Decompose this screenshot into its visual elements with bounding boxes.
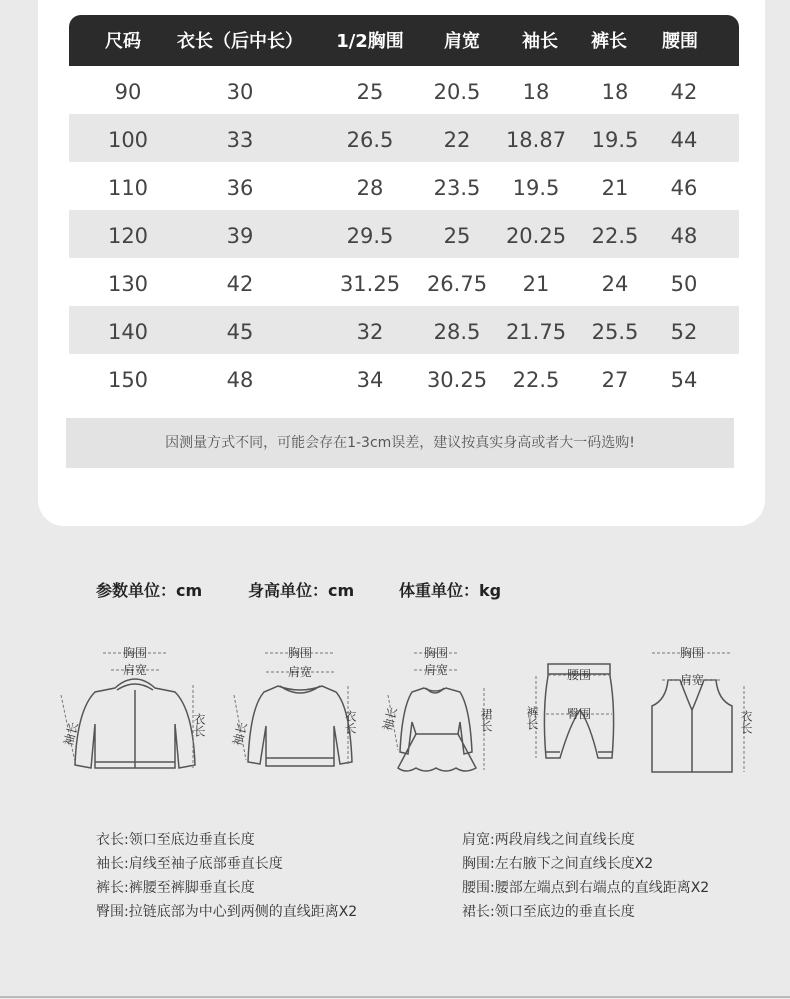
- sweater-shoulder-label: 肩宽: [287, 665, 313, 679]
- table-cell: 18.87: [505, 128, 567, 152]
- table-cell: 25: [356, 80, 384, 104]
- header-shoulder: 肩宽: [444, 31, 480, 52]
- table-cell: 33: [226, 128, 254, 152]
- table-cell: 31.25: [339, 272, 401, 296]
- table-cell: 45: [226, 320, 254, 344]
- table-cell: 21: [601, 176, 629, 200]
- definition-item: 胸围:左右腋下之间直线长度X2: [462, 856, 654, 872]
- header-length: 衣长（后中长）: [177, 31, 303, 52]
- table-cell: 42: [670, 80, 698, 104]
- vest-length-label: 衣长: [739, 710, 753, 734]
- table-cell: 130: [107, 272, 149, 296]
- table-cell: 29.5: [346, 224, 394, 248]
- table-header: [69, 15, 739, 66]
- definition-item: 衣长:领口至底边垂直长度: [96, 832, 255, 848]
- table-cell: 26.75: [426, 272, 488, 296]
- table-cell: 30: [226, 80, 254, 104]
- jacket-shoulder-label: 肩宽: [122, 663, 148, 677]
- definition-item: 肩宽:两段肩线之间直线长度: [462, 832, 635, 848]
- header-size: 尺码: [105, 31, 141, 52]
- jacket-chest-label: 胸围: [122, 646, 148, 660]
- table-cell: 18: [601, 80, 629, 104]
- pants-length-label: 裤长: [525, 706, 539, 730]
- table-cell: 18: [522, 80, 550, 104]
- jacket-icon: [55, 640, 215, 780]
- definitions-right: [462, 828, 709, 924]
- table-cell: 140: [107, 320, 149, 344]
- dress-shoulder-label: 肩宽: [423, 663, 449, 677]
- table-cell: 21.75: [505, 320, 567, 344]
- dress-icon: [380, 640, 510, 780]
- table-cell: 39: [226, 224, 254, 248]
- definition-item: 腰围:腰部左端点到右端点的直线距离X2: [462, 880, 710, 896]
- table-cell: 48: [226, 368, 254, 392]
- table-cell: 25.5: [591, 320, 639, 344]
- pants-icon: [520, 640, 630, 780]
- jacket-length-label: 衣长: [192, 713, 206, 737]
- height-unit: 身高单位：cm: [248, 581, 355, 600]
- bottom-divider: [0, 996, 790, 998]
- pants-diagram: [520, 640, 630, 784]
- sweater-sleeve-label: 袖长: [230, 720, 251, 748]
- definition-item: 臀围:拉链底部为中心到两侧的直线距离X2: [96, 904, 358, 920]
- table-cell: 52: [670, 320, 698, 344]
- table-row: [69, 354, 739, 402]
- weight-unit: 体重单位：kg: [399, 581, 502, 600]
- table-cell: 22: [443, 128, 471, 152]
- sweater-icon: [220, 640, 380, 780]
- dress-diagram: [380, 640, 510, 784]
- table-cell: 100: [107, 128, 149, 152]
- definition-item: 袖长:肩线至袖子底部垂直长度: [96, 856, 283, 872]
- table-cell: 28.5: [433, 320, 481, 344]
- table-cell: 48: [670, 224, 698, 248]
- header-half-chest: 1/2胸围: [336, 31, 404, 52]
- table-cell: 20.5: [433, 80, 481, 104]
- table-cell: 28: [356, 176, 384, 200]
- sweater-length-label: 衣长: [343, 710, 357, 734]
- table-cell: 32: [356, 320, 384, 344]
- table-cell: 27: [601, 368, 629, 392]
- table-cell: 22.5: [591, 224, 639, 248]
- table-cell: 42: [226, 272, 254, 296]
- table-body: [69, 66, 739, 402]
- vest-diagram: [640, 640, 770, 784]
- table-cell: 120: [107, 224, 149, 248]
- table-cell: 21: [522, 272, 550, 296]
- definition-item: 裤长:裤腰至裤脚垂直长度: [96, 880, 255, 896]
- measurement-note: 因测量方式不同，可能会存在1-3cm误差，建议按真实身高或者大一码选购!: [66, 418, 734, 468]
- table-cell: 50: [670, 272, 698, 296]
- table-cell: 22.5: [512, 368, 560, 392]
- jacket-sleeve-label: 袖长: [61, 720, 82, 748]
- table-cell: 23.5: [433, 176, 481, 200]
- param-unit: 参数单位：cm: [96, 581, 203, 600]
- table-cell: 36: [226, 176, 254, 200]
- table-cell: 30.25: [426, 368, 488, 392]
- header-pants-length: 裤长: [591, 31, 627, 52]
- header-sleeve: 袖长: [522, 31, 558, 52]
- table-row: [69, 162, 739, 210]
- table-row: [69, 306, 739, 354]
- table-cell: 90: [114, 80, 142, 104]
- table-row: [69, 210, 739, 258]
- definitions-left: [96, 828, 357, 924]
- pants-waist-label: 腰围: [566, 668, 592, 682]
- table-row: [69, 258, 739, 306]
- table-cell: 20.25: [505, 224, 567, 248]
- table-cell: 25: [443, 224, 471, 248]
- vest-icon: [640, 640, 770, 780]
- table-cell: 26.5: [346, 128, 394, 152]
- table-cell: 54: [670, 368, 698, 392]
- pants-hip-label: 臀围: [566, 707, 592, 721]
- table-cell: 34: [356, 368, 384, 392]
- table-cell: 110: [107, 176, 149, 200]
- definition-item: 裙长:领口至底边的垂直长度: [462, 904, 635, 920]
- vest-shoulder-label: 肩宽: [679, 673, 705, 687]
- table-cell: 24: [601, 272, 629, 296]
- table-row: [69, 66, 739, 114]
- dress-length-label: 裙长: [479, 708, 493, 732]
- sweater-chest-label: 胸围: [287, 646, 313, 660]
- dress-chest-label: 胸围: [423, 646, 449, 660]
- dress-sleeve-label: 袖长: [380, 705, 401, 733]
- table-cell: 44: [670, 128, 698, 152]
- table-row: [69, 114, 739, 162]
- vest-chest-label: 胸围: [679, 646, 705, 660]
- table-cell: 46: [670, 176, 698, 200]
- table-cell: 19.5: [591, 128, 639, 152]
- jacket-diagram: [55, 640, 215, 784]
- header-waist: 腰围: [662, 31, 698, 52]
- size-table: [69, 15, 739, 402]
- table-cell: 150: [107, 368, 149, 392]
- table-cell: 19.5: [512, 176, 560, 200]
- sweater-diagram: [220, 640, 380, 784]
